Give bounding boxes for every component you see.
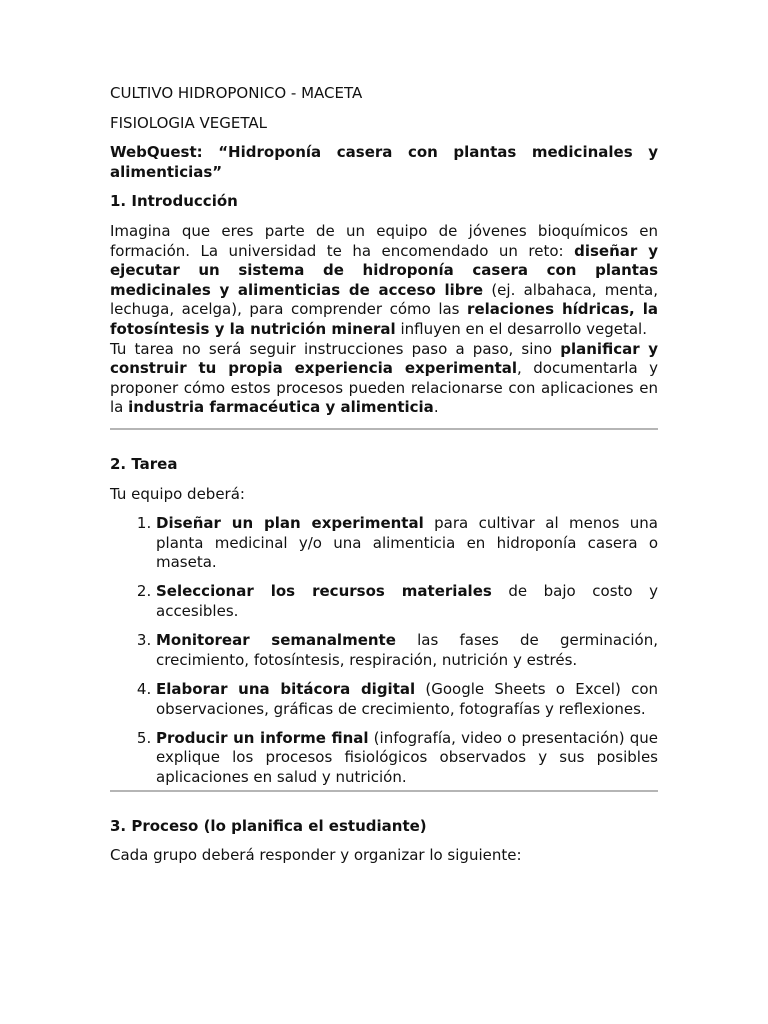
section-2-heading: 2. Tarea — [110, 454, 178, 473]
task-intro: Tu equipo deberá: — [110, 484, 245, 503]
task-item: 5. Producir un informe final (infografía, video o presentación) que explique los procesos fisiológicos observados y sus posibles aplicaciones en salud y nutrición. — [156, 729, 658, 788]
task-item: 3. Monitorear semanalmente las fases de germinación, crecimiento, fotosíntesis, respiración, nutrición y estrés. — [156, 631, 658, 670]
document-title: WebQuest: “Hidroponía casera con plantas medicinales y alimenticias” — [110, 143, 658, 181]
divider-2 — [110, 790, 658, 792]
bold-text-run: planificar y construir tu propia experiencia experimental — [110, 339, 658, 378]
task-list — [110, 514, 658, 788]
section-1-heading: 1. Introducción — [110, 192, 238, 211]
divider-1 — [110, 428, 658, 430]
text-run: (ej. albahaca, menta, lechuga, acelga), para comprender cómo las — [110, 280, 658, 319]
text-run: influyen en el desarrollo vegetal. — [395, 319, 647, 338]
bold-text-run: industria farmacéutica y alimenticia — [128, 398, 434, 417]
text-run: , documentarla y proponer cómo estos procesos pueden relacionarse con aplicaciones en la — [110, 359, 658, 417]
section-3-heading: 3. Proceso (lo planifica el estudiante) — [110, 816, 427, 835]
text-run: Imagina que eres parte de un equipo de jóvenes bioquímicos en formación. La universidad te ha encomendado un reto: — [110, 221, 658, 260]
bold-text-run: diseñar y ejecutar un sistema de hidroponía casera con plantas medicinales y alimenticias de acceso libre — [110, 241, 658, 299]
task-item: 1. Diseñar un plan experimental para cultivar al menos una planta medicinal y/o una alimenticia en hidroponía casera o maseta. — [156, 514, 658, 573]
task-item: 4. Elaborar una bitácora digital (Google Sheets o Excel) con observaciones, gráficas de crecimiento, fotografías y reflexiones. — [156, 680, 658, 719]
text-run: . — [433, 398, 439, 417]
text-run: Tu tarea no será seguir instrucciones paso a paso, sino — [110, 339, 561, 358]
process-intro: Cada grupo deberá responder y organizar lo siguiente: — [110, 846, 522, 865]
intro-paragraph-1 — [110, 222, 658, 340]
intro-paragraph-2 — [110, 340, 658, 418]
bold-text-run: relaciones hídricas, la fotosíntesis y la nutrición mineral — [110, 300, 658, 338]
task-item: 2. Seleccionar los recursos materiales de bajo costo y accesibles. — [156, 582, 658, 621]
header-line-2: FISIOLOGIA VEGETAL — [110, 113, 267, 132]
header-line-1: CULTIVO HIDROPONICO - MACETA — [110, 84, 363, 102]
document-page — [110, 84, 658, 866]
